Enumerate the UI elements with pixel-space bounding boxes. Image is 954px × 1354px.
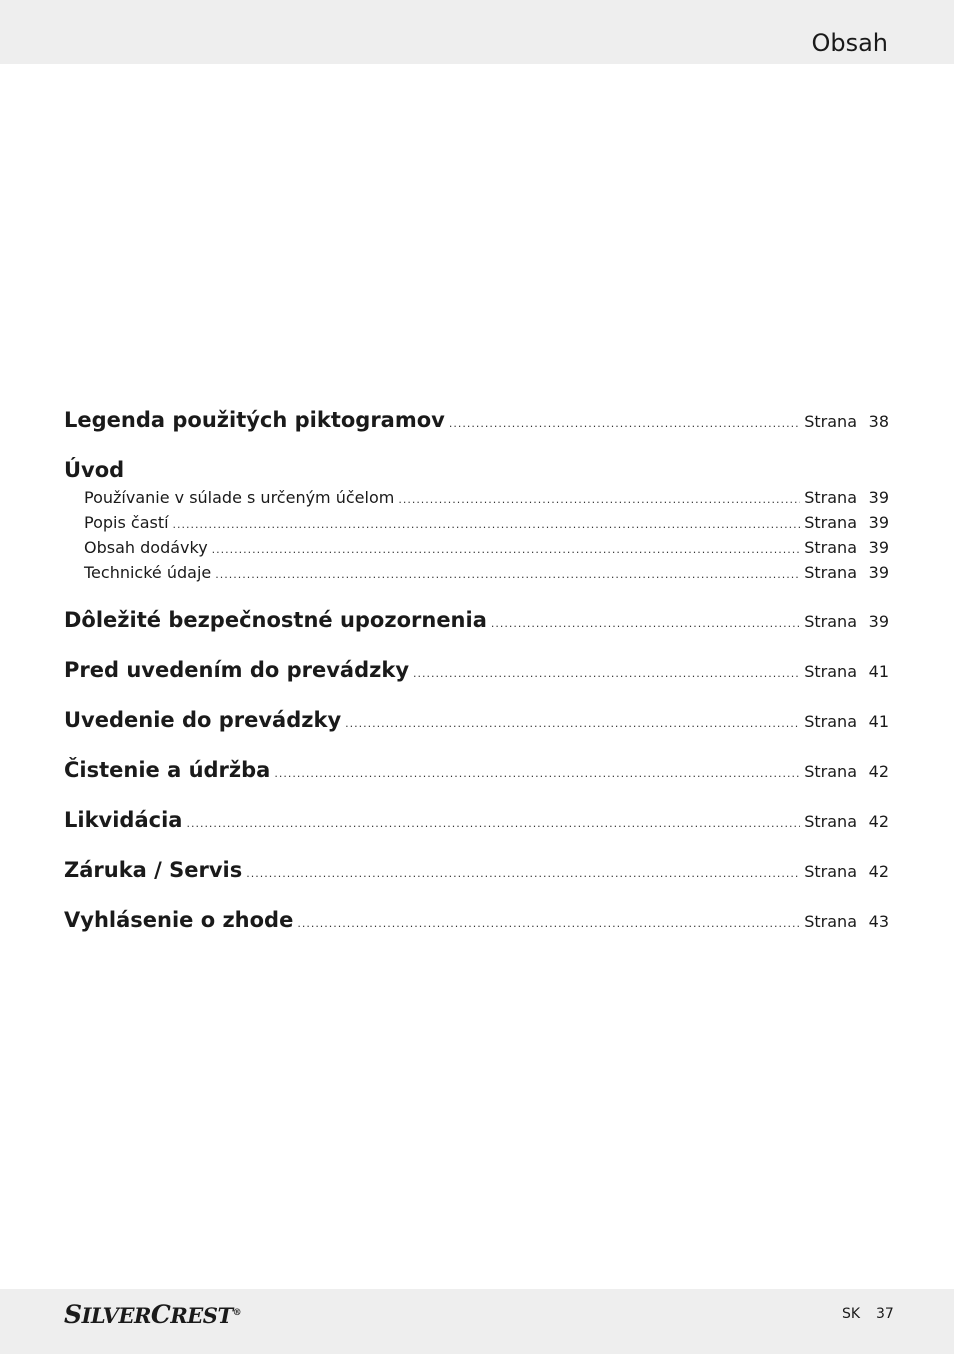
- toc-strana-label: Strana: [804, 712, 857, 731]
- toc-entry-label: Technické údaje: [84, 563, 212, 582]
- toc-subentry-technicke[interactable]: [64, 563, 889, 597]
- toc-page-number: 39: [868, 538, 889, 557]
- toc-entry-label: Pred uvedením do prevádzky: [64, 658, 410, 682]
- toc-entry-label: Popis častí: [84, 513, 169, 532]
- toc-strana-label: Strana: [804, 612, 857, 631]
- toc-page-number: 42: [868, 862, 889, 881]
- toc-page-number: 42: [868, 812, 889, 831]
- toc-leader-dots: [398, 493, 800, 506]
- toc-leader-dots: [215, 568, 800, 581]
- toc-page-number: 39: [868, 563, 889, 582]
- toc-entry-zaruka[interactable]: [64, 858, 889, 892]
- toc-page-number: 39: [868, 612, 889, 631]
- toc-page-number: 39: [868, 488, 889, 507]
- toc-page-number: 39: [868, 513, 889, 532]
- toc-entry-label: Vyhlásenie o zhode: [64, 908, 294, 932]
- toc-entry-label: Dôležité bezpečnostné upozornenia: [64, 608, 487, 632]
- toc-entry-uvedenie[interactable]: [64, 708, 889, 742]
- toc-page-number: 42: [868, 762, 889, 781]
- toc-section-uvod[interactable]: [64, 458, 889, 492]
- toc-entry-vyhlasenie[interactable]: [64, 908, 889, 942]
- toc-leader-dots: [413, 667, 800, 680]
- toc-page-number: 41: [868, 712, 889, 731]
- toc-entry-label: Čistenie a údržba: [64, 758, 271, 782]
- toc-entry-pred-uvedenim[interactable]: [64, 658, 889, 692]
- toc-strana-label: Strana: [804, 538, 857, 557]
- toc-strana-label: Strana: [804, 812, 857, 831]
- page-number: 37: [876, 1306, 894, 1322]
- toc-page-number: 41: [868, 662, 889, 681]
- toc-page-number: 43: [868, 912, 889, 931]
- toc-strana-label: Strana: [804, 412, 857, 431]
- silvercrest-logo: SILVERCREST®: [64, 1300, 242, 1329]
- toc-strana-label: Strana: [804, 862, 857, 881]
- toc-leader-dots: [274, 767, 800, 780]
- toc-strana-label: Strana: [804, 762, 857, 781]
- toc-strana-label: Strana: [804, 513, 857, 532]
- toc-entry-label: Likvidácia: [64, 808, 183, 832]
- toc-entry-label: Legenda použitých piktogramov: [64, 408, 445, 432]
- toc-leader-dots: [297, 917, 800, 930]
- page-title: Obsah: [811, 29, 888, 57]
- toc-entry-bezpecnostne[interactable]: [64, 608, 889, 642]
- toc-leader-dots: [345, 717, 800, 730]
- toc-leader-dots: [212, 543, 801, 556]
- toc-strana-label: Strana: [804, 912, 857, 931]
- toc-entry-label: Uvedenie do prevádzky: [64, 708, 342, 732]
- toc-page-number: 38: [868, 412, 889, 431]
- toc-leader-dots: [491, 617, 800, 630]
- toc-entry-label: Používanie v súlade s určeným účelom: [84, 488, 395, 507]
- toc-leader-dots: [186, 817, 800, 830]
- toc-entry-legenda[interactable]: [64, 408, 889, 442]
- toc-entry-likvidacia[interactable]: [64, 808, 889, 842]
- toc-leader-dots: [173, 518, 801, 531]
- language-code: SK: [842, 1306, 861, 1322]
- toc-leader-dots: [449, 417, 800, 430]
- toc-entry-cistenie[interactable]: [64, 758, 889, 792]
- toc-entry-label: Obsah dodávky: [84, 538, 208, 557]
- toc-strana-label: Strana: [804, 488, 857, 507]
- toc-strana-label: Strana: [804, 662, 857, 681]
- toc-leader-dots: [246, 867, 800, 880]
- toc-strana-label: Strana: [804, 563, 857, 582]
- toc-section-label: Úvod: [64, 458, 125, 482]
- toc-entry-label: Záruka / Servis: [64, 858, 243, 882]
